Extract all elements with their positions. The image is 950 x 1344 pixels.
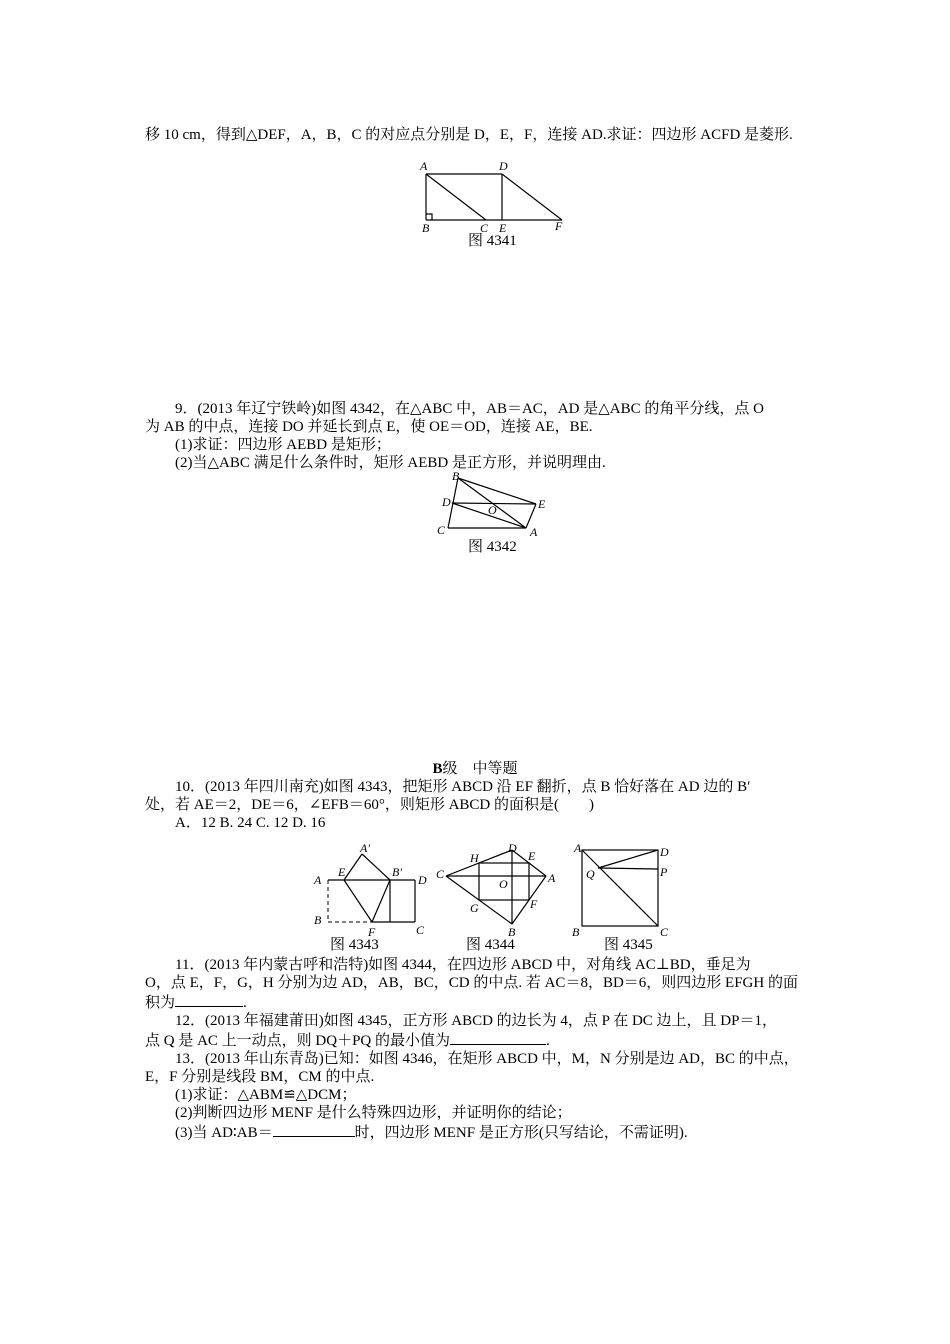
section-b-title: 级 中等题 [442,761,518,777]
fig4342-label-E: E [538,497,546,511]
figure-4344-caption: 图 4344 [466,937,515,953]
problem-13-part3-text: (3)当 AD∶AB＝ [175,1125,273,1141]
problem-10-line2: 处，若 AE＝2，DE＝6，∠EFB＝60°，则矩形 ABCD 的面积是( ) [145,797,594,813]
problem-11-text: 积为 [145,995,176,1011]
fig4343-label-C: C [416,923,425,937]
fig4344-label-G: G [470,901,479,915]
figure-4344 [432,840,560,940]
fig4344-label-O: O [499,877,508,891]
fig4345-label-D: D [660,845,669,859]
fig4345-label-B: B [572,925,580,938]
fig4344-label-A: A [548,871,556,885]
fig4343-label-B-prime: B' [392,865,402,879]
fig4344-label-E: E [528,849,536,863]
fig4341-label-E: E [499,221,507,235]
problem-11-line3 [145,992,815,1012]
fig4345-label-P: P [660,865,668,879]
fig4341-label-A: A [420,159,428,173]
problem-13-line1: 13．(2013 年山东青岛)已知：如图 4346，在矩形 ABCD 中，M，N 分别是边 AD，BC 的中点， [175,1051,799,1067]
problem-9-line2: 为 AB 的中点，连接 DO 并延长到点 E，使 OE＝OD，连接 AE，BE. [145,419,593,435]
figure-4342 [432,470,552,542]
problem-13-part3-tail: 时，四边形 MENF 是正方形(只写结论，不需证明). [354,1125,688,1141]
fig4343-label-E: E [338,865,346,879]
figure-4345 [568,838,678,938]
problem-10-options: A．12 B. 24 C. 12 D. 16 [175,815,326,831]
problem-12-period: . [546,1033,550,1049]
fig4343-label-A-prime: A' [360,841,370,855]
problem-11-line1: 11．(2013 年内蒙古呼和浩特)如图 4344，在四边形 ABCD 中，对角线 AC⊥BD，垂足为 [175,957,751,973]
problem-12-line1: 12．(2013 年福建莆田)如图 4345，正方形 ABCD 的边长为 4，点 P 在 DC 边上，且 DP＝1， [175,1013,777,1029]
fig4342-label-O: O [488,503,497,517]
fig4342-label-B: B [452,470,460,483]
problem-11-period: . [243,995,247,1011]
problem-13-part1: (1)求证：△ABM≌△DCM； [175,1087,357,1103]
fig4344-label-C: C [436,867,445,881]
fig4345-label-A: A [574,841,582,855]
problem-13-part3 [175,1122,845,1142]
figure-4343-caption: 图 4343 [330,937,379,953]
fig4345-label-C: C [660,925,669,938]
fig4343-label-A: A [314,873,322,887]
problem-12-text: 点 Q 是 AC 上一动点，则 DQ＋PQ 的最小值为 [145,1033,451,1049]
section-b-heading [0,760,950,778]
problem-13-line2: E，F 分别是线段 BM，CM 的中点. [145,1069,375,1085]
fig4341-label-C: C [480,221,489,235]
fig4344-label-D: D [508,841,517,855]
problem-9-part2: (2)当△ABC 满足什么条件时，矩形 AEBD 是正方形，并说明理由. [175,455,606,471]
figure-4345-caption: 图 4345 [604,937,653,953]
figure-4341-caption: 图 4341 [468,233,517,249]
fig4342-label-C: C [437,523,446,537]
fig4343-label-D: D [418,873,427,887]
fig4343-label-F: F [368,925,376,939]
fig4343-label-B: B [314,913,322,927]
figure-4342-caption: 图 4342 [468,539,517,555]
problem-12-answer-blank[interactable] [450,1030,546,1045]
problem-13-answer-blank[interactable] [273,1122,355,1137]
fig4341-label-B: B [422,221,430,235]
problem-8-text: 移 10 cm，得到△DEF，A，B，C 的对应点分别是 D，E，F，连接 AD.求证：四边形 ACFD 是菱形. [145,127,793,143]
fig4344-label-B: B [508,925,516,939]
problem-9-part1: (1)求证：四边形 AEBD 是矩形； [175,437,391,453]
fig4344-label-H: H [470,851,479,865]
fig4341-label-F: F [555,219,563,233]
section-b-level: B [432,761,443,777]
figure-4341 [410,158,580,238]
problem-9-line1: 9．(2013 年辽宁铁岭)如图 4342，在△ABC 中，AB＝AC，AD 是△ABC 的角平分线，点 O [175,401,764,417]
problem-12-line2 [145,1030,815,1050]
fig4345-label-Q: Q [586,867,595,881]
fig4342-label-D: D [442,495,451,509]
problem-11-answer-blank[interactable] [175,992,243,1007]
fig4344-label-F: F [530,897,538,911]
fig4342-label-A: A [530,525,538,539]
fig4341-label-D: D [499,159,508,173]
problem-13-part2: (2)判断四边形 MENF 是什么特殊四边形，并证明你的结论； [175,1105,572,1121]
problem-10-line1: 10．(2013 年四川南充)如图 4343，把矩形 ABCD 沿 EF 翻折，点 B 恰好落在 AD 边的 B′ [175,779,751,795]
problem-11-line2: O，点 E，F，G，H 分别为边 AD，AB，BC，CD 的中点. 若 AC＝8，BD＝6，则四边形 EFGH 的面 [145,975,798,991]
figure-4343 [310,840,430,940]
